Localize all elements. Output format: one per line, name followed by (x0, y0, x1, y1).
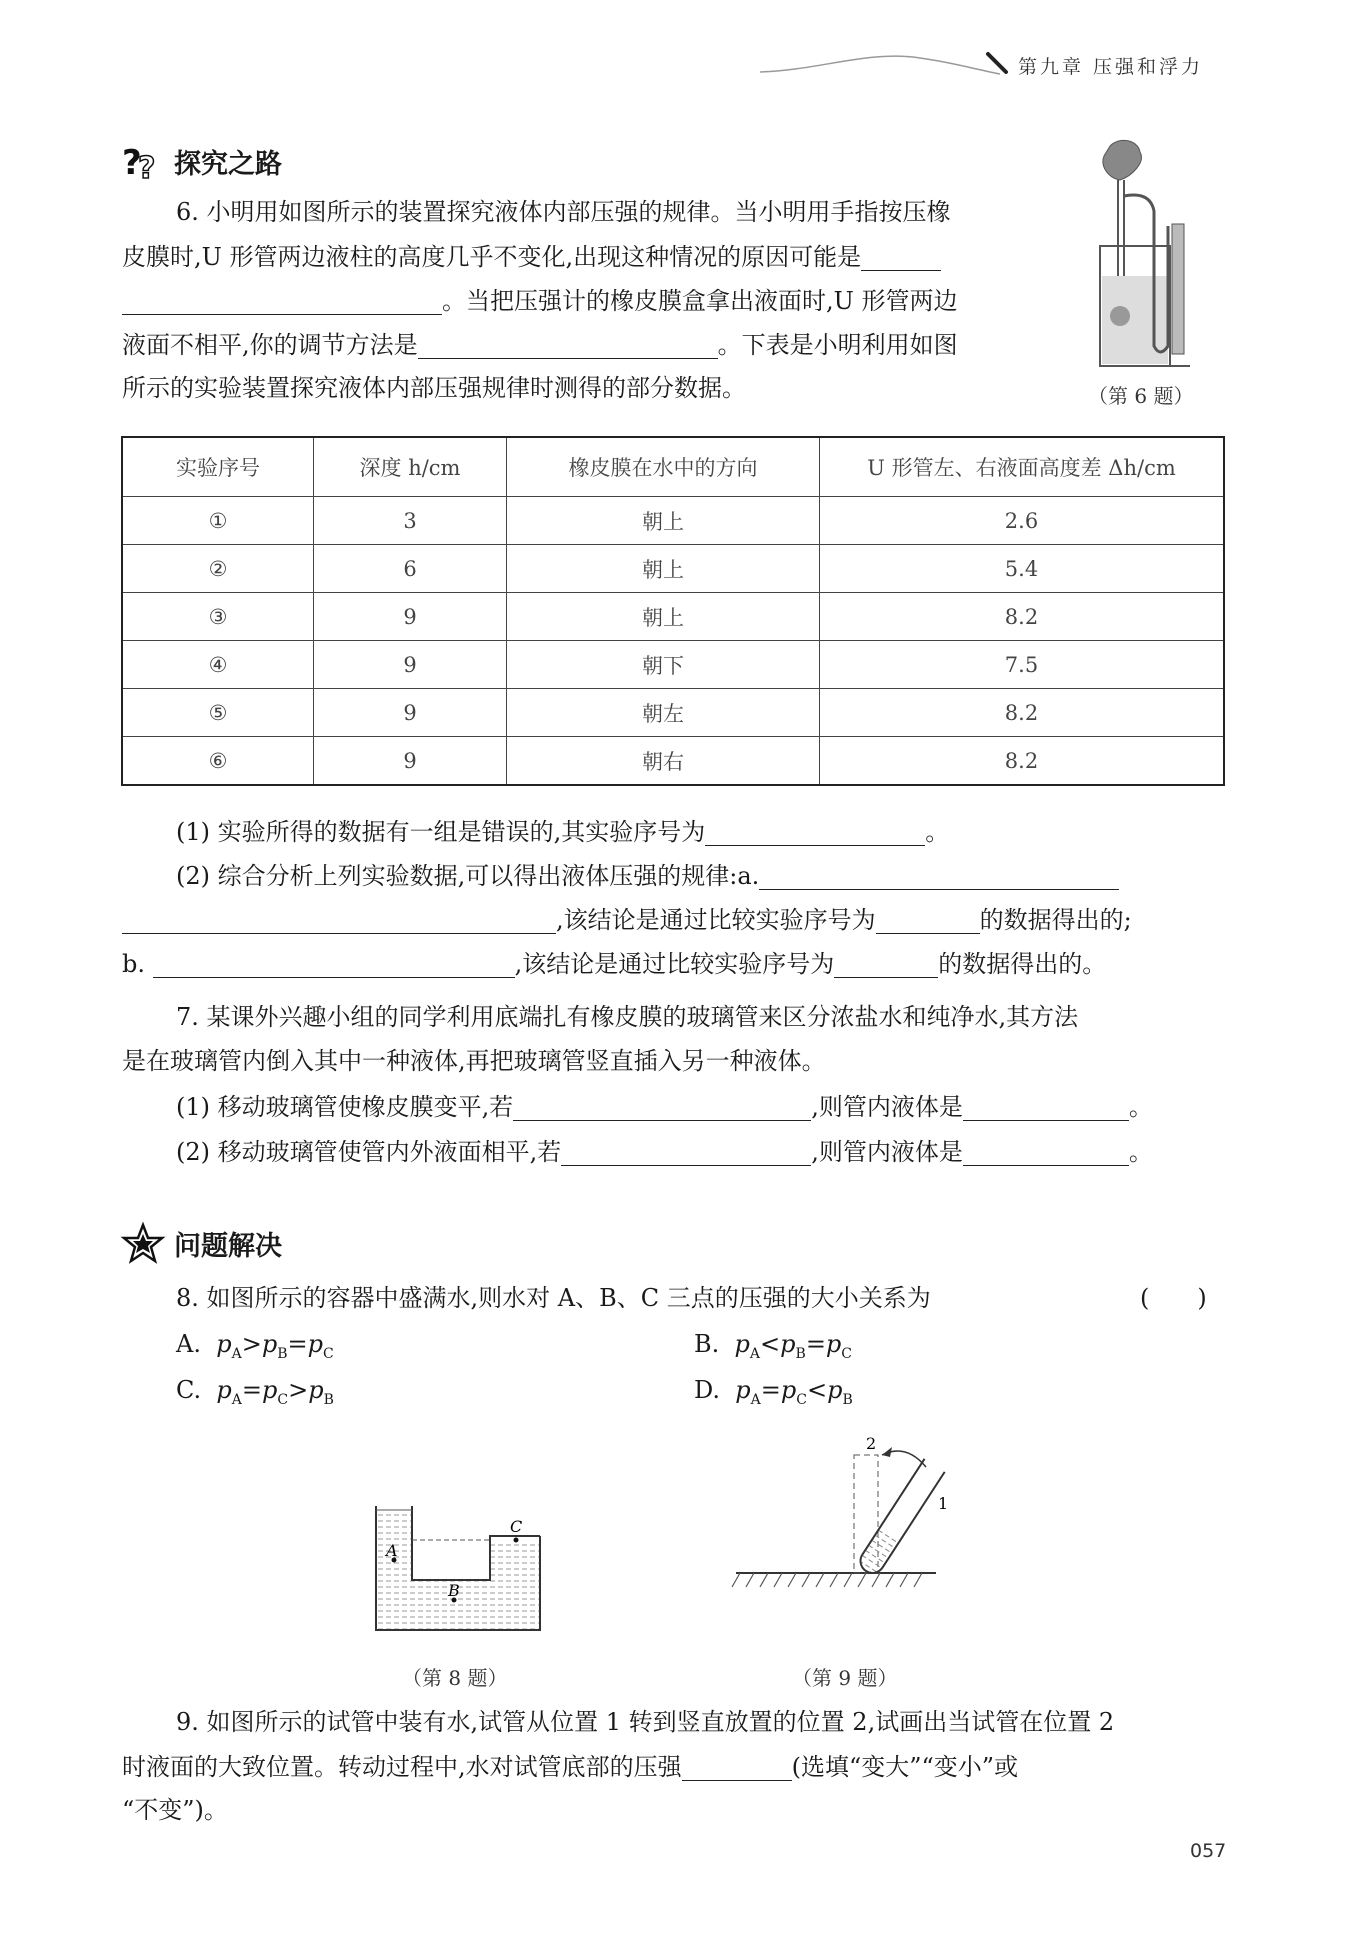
q6-blank-error-index[interactable] (705, 815, 925, 846)
q6-blank-rule-a1[interactable] (759, 859, 1119, 890)
table-cell: 朝上 (507, 593, 820, 641)
q6-sub2-line2 (122, 903, 1132, 936)
option-label: D. (694, 1376, 721, 1404)
header-decoration (760, 40, 1010, 80)
q7-sub2 (176, 1135, 1153, 1168)
table-row (122, 545, 1224, 593)
option-label: A. (176, 1330, 201, 1358)
q6-line2-wrap (122, 240, 941, 273)
q9-figure-caption: （第 9 题） (792, 1666, 898, 1690)
question-marks-icon (122, 140, 164, 186)
table-row (122, 737, 1224, 786)
table-cell: 3 (314, 497, 507, 545)
q7-sub2-mid: ,则管内液体是 (811, 1138, 963, 1166)
table-cell: 朝下 (507, 641, 820, 689)
q7-blank-condition-2[interactable] (561, 1135, 811, 1166)
table-header-cell: 实验序号 (122, 437, 314, 497)
q9-line2-text: 时液面的大致位置。转动过程中,水对试管底部的压强 (122, 1753, 682, 1781)
table-cell: 7.5 (820, 641, 1225, 689)
table-header-cell: 深度 h/cm (314, 437, 507, 497)
q6-blank-reason-a[interactable] (861, 240, 941, 271)
point-label-a: A (386, 1541, 398, 1560)
q6-line5: 所示的实验装置探究液体内部压强规律时测得的部分数据。 (122, 374, 746, 402)
position-label-1: 1 (938, 1494, 949, 1513)
q7-sub2-text: (2) 移动玻璃管使管内外液面相平,若 (176, 1138, 562, 1166)
q6-sub2-mid: ,该结论是通过比较实验序号为 (556, 906, 876, 934)
test-tube-figure (726, 1425, 949, 1605)
option-label: B. (694, 1330, 720, 1358)
table-header-cell: U 形管左、右液面高度差 Δh/cm (820, 437, 1225, 497)
pressure-gauge-figure (1080, 136, 1200, 372)
q6-data-table (121, 436, 1225, 786)
section-title-solve (122, 1222, 282, 1264)
table-header-cell: 橡皮膜在水中的方向 (507, 437, 820, 497)
table-cell: 朝左 (507, 689, 820, 737)
table-cell: 8.2 (820, 593, 1225, 641)
q6-sub1-text: (1) 实验所得的数据有一组是错误的,其实验序号为 (176, 818, 706, 846)
q6-sub2-b-label: b. (122, 950, 145, 978)
q6-blank-index-a[interactable] (876, 903, 980, 934)
q9-line2 (122, 1750, 1018, 1783)
section-title-explore (122, 140, 282, 186)
q7-blank-liquid-2[interactable] (963, 1135, 1129, 1166)
q6-blank-adjust[interactable] (418, 328, 718, 359)
q7-sub1-text: (1) 移动玻璃管使橡皮膜变平,若 (176, 1093, 514, 1121)
q6-line1: 6. 小明用如图所示的装置探究液体内部压强的规律。当小明用手指按压橡 (176, 198, 951, 226)
table-cell: 8.2 (820, 737, 1225, 786)
table-row (122, 497, 1224, 545)
point-label-b: B (448, 1581, 460, 1600)
page-number: 057 (1190, 1840, 1227, 1862)
point-label-c: C (510, 1517, 523, 1536)
table-row (122, 593, 1224, 641)
svg-text:?: ? (122, 143, 142, 183)
q6-sub2 (176, 859, 1119, 892)
q8-option-d[interactable]: D. $p_A=p_C<p_B$ (694, 1376, 853, 1408)
q6-figure-caption: （第 6 题） (1088, 384, 1194, 408)
position-label-2: 2 (866, 1434, 877, 1453)
table-cell: 9 (314, 641, 507, 689)
table-cell: 朝上 (507, 545, 820, 593)
q6-line4b: 。下表是小明利用如图 (717, 331, 958, 359)
q7-sub1 (176, 1090, 1153, 1123)
q6-blank-index-b[interactable] (834, 947, 938, 978)
q6-blank-rule-b[interactable] (153, 947, 515, 978)
q7-line1: 7. 某课外兴趣小组的同学利用底端扎有橡皮膜的玻璃管来区分浓盐水和纯净水,其方法 (176, 1003, 1079, 1031)
table-cell: 9 (314, 689, 507, 737)
q9-blank-pressure[interactable] (682, 1750, 792, 1781)
table-cell: ② (122, 545, 314, 593)
q6-sub2-b-mid: ,该结论是通过比较实验序号为 (514, 950, 835, 978)
table-cell: ④ (122, 641, 314, 689)
q6-sub1-end: 。 (925, 818, 950, 846)
table-cell: 9 (314, 737, 507, 786)
table-row (122, 689, 1224, 737)
q8-answer-paren[interactable]: ( ) (1140, 1284, 1207, 1312)
svg-text:?: ? (138, 151, 156, 186)
q6-sub2-text: (2) 综合分析上列实验数据,可以得出液体压强的规律:a. (176, 862, 760, 890)
q6-line4-wrap (122, 328, 958, 361)
table-cell: 6 (314, 545, 507, 593)
q7-blank-condition-1[interactable] (513, 1090, 811, 1121)
section-title-text: 问题解决 (174, 1230, 282, 1262)
option-label: C. (176, 1376, 202, 1404)
q8-stem: 8. 如图所示的容器中盛满水,则水对 A、B、C 三点的压强的大小关系为 (176, 1284, 931, 1312)
section-title-text: 探究之路 (174, 148, 282, 180)
q6-line3: 。当把压强计的橡皮膜盒拿出液面时,U 形管两边 (442, 287, 958, 315)
q6-line3-wrap (122, 284, 957, 317)
container-figure (370, 1500, 550, 1650)
q7-line2: 是在玻璃管内倒入其中一种液体,再把玻璃管竖直插入另一种液体。 (122, 1047, 826, 1075)
q8-figure-caption: （第 8 题） (402, 1666, 508, 1690)
table-cell: 朝上 (507, 497, 820, 545)
q8-option-b[interactable]: B. $p_A<p_B=p_C$ (694, 1330, 853, 1362)
table-header-row (122, 437, 1224, 497)
table-cell: 8.2 (820, 689, 1225, 737)
table-row (122, 641, 1224, 689)
q7-sub2-end: 。 (1128, 1138, 1153, 1166)
q9-line2-end: (选填“变大”“变小”或 (791, 1753, 1019, 1781)
table-cell: ① (122, 497, 314, 545)
chapter-title: 第九章 压强和浮力 (1018, 56, 1204, 78)
q9-line1: 9. 如图所示的试管中装有水,试管从位置 1 转到竖直放置的位置 2,试画出当试管在位置 2 (176, 1708, 1115, 1736)
table-cell: ⑤ (122, 689, 314, 737)
table-cell: ③ (122, 593, 314, 641)
q8-option-c[interactable]: C. $p_A=p_C>p_B$ (176, 1376, 334, 1408)
q6-blank-rule-a2[interactable] (122, 903, 556, 934)
q6-sub1 (176, 815, 949, 848)
table-cell: 9 (314, 593, 507, 641)
table-cell: 2.6 (820, 497, 1225, 545)
q6-line2: 皮膜时,U 形管两边液柱的高度几乎不变化,出现这种情况的原因可能是 (122, 243, 862, 271)
table-cell: 5.4 (820, 545, 1225, 593)
q9-line3: “不变”)。 (122, 1796, 228, 1824)
star-icon (122, 1222, 164, 1264)
q6-sub2-end: 的数据得出的; (979, 906, 1132, 934)
q6-sub2-b-end: 的数据得出的。 (938, 950, 1107, 978)
q8-option-a[interactable]: A. $p_A>p_B=p_C$ (176, 1330, 334, 1362)
q6-blank-reason-b[interactable] (122, 284, 442, 315)
q7-sub1-mid: ,则管内液体是 (811, 1093, 963, 1121)
table-cell: ⑥ (122, 737, 314, 786)
q7-sub1-end: 。 (1128, 1093, 1153, 1121)
q7-blank-liquid-1[interactable] (963, 1090, 1129, 1121)
table-cell: 朝右 (507, 737, 820, 786)
q6-line4a: 液面不相平,你的调节方法是 (122, 331, 418, 359)
q6-sub2-line3 (122, 947, 1106, 980)
